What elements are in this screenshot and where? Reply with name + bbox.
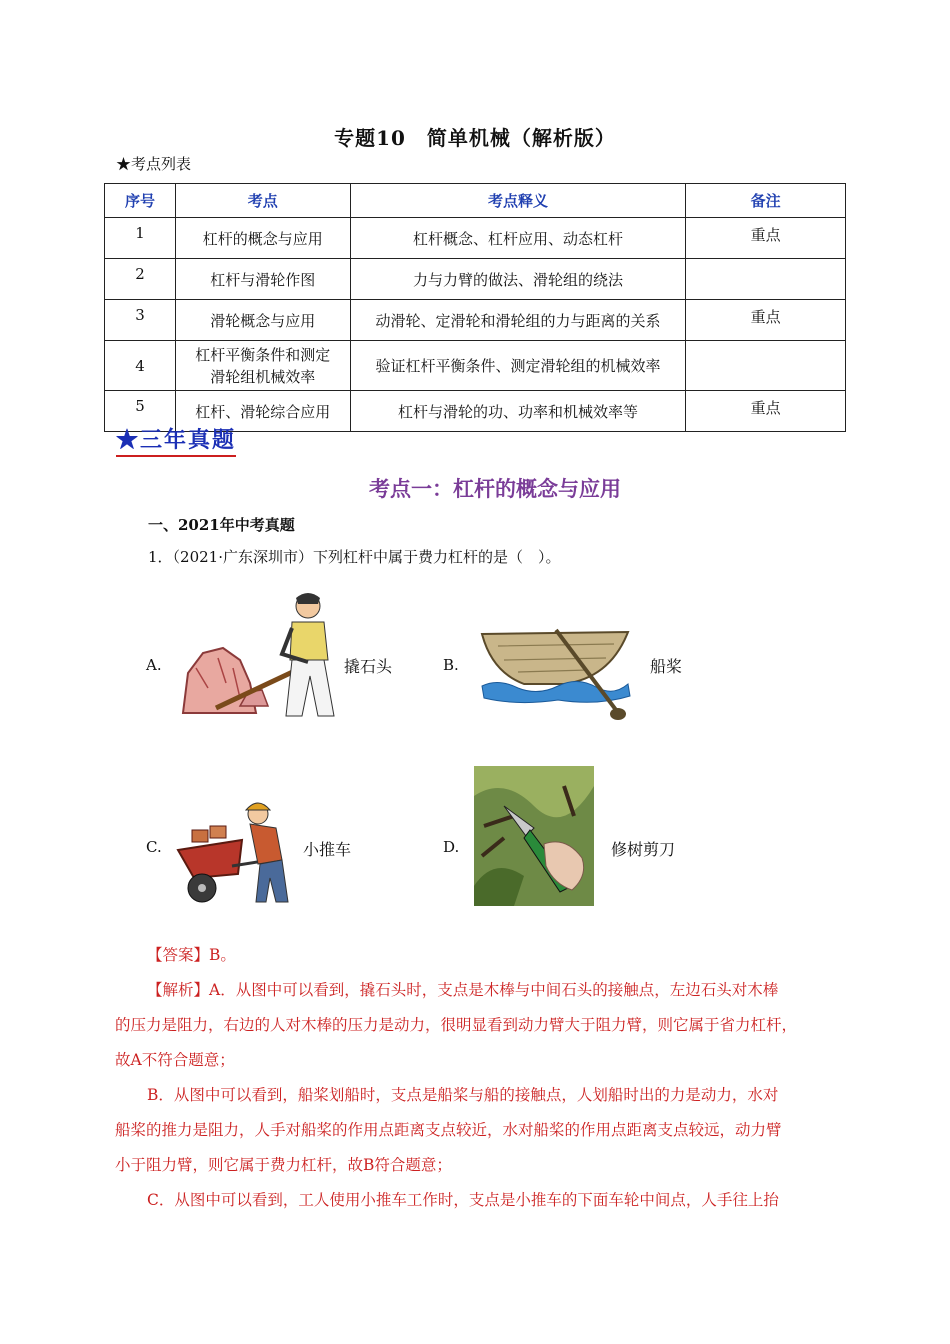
header-desc: 考点释义 bbox=[350, 184, 686, 218]
option-b-image bbox=[478, 626, 638, 724]
option-c-letter: C. bbox=[146, 838, 162, 856]
boat-hull bbox=[482, 632, 628, 684]
cart-tray bbox=[178, 840, 242, 878]
question-text: 1．（2021·广东深圳市）下列杠杆中属于费力杠杆的是（ ）。 bbox=[148, 548, 561, 566]
option-a-letter: A. bbox=[146, 656, 162, 674]
row-topic-line1: 杠杆平衡条件和测定 bbox=[195, 345, 331, 364]
table-row bbox=[105, 218, 846, 259]
worker-hair bbox=[296, 593, 320, 604]
option-d-image bbox=[474, 766, 594, 906]
option-c-image bbox=[172, 794, 298, 908]
row-no: 1 bbox=[105, 218, 176, 259]
option-a-caption: 撬石头 bbox=[344, 657, 393, 676]
kaodian-heading: 考点一：杠杆的概念与应用 bbox=[369, 476, 621, 501]
table-row bbox=[105, 259, 846, 300]
option-d-letter: D. bbox=[443, 838, 460, 856]
section-banner: ★三年真题 bbox=[116, 423, 236, 457]
row-note bbox=[686, 259, 846, 300]
row-no: 3 bbox=[105, 300, 176, 341]
row-topic: 杠杆、滑轮综合应用 bbox=[175, 391, 350, 432]
option-d-caption: 修树剪刀 bbox=[611, 840, 676, 859]
sub-heading: 一、2021年中考真题 bbox=[148, 516, 295, 534]
cart-hub bbox=[198, 884, 206, 892]
worker-pants bbox=[286, 660, 334, 716]
option-b-caption: 船桨 bbox=[650, 657, 683, 676]
row-no: 2 bbox=[105, 259, 176, 300]
table-header-row bbox=[105, 184, 846, 218]
list-heading: ★考点列表 bbox=[116, 155, 192, 173]
row-topic: 杠杆与滑轮作图 bbox=[175, 259, 350, 300]
answer-block bbox=[115, 938, 855, 1218]
table-row bbox=[105, 341, 846, 391]
row-topic bbox=[175, 341, 350, 391]
worker-shirt bbox=[250, 824, 282, 864]
header-no: 序号 bbox=[105, 184, 176, 218]
row-no: 5 bbox=[105, 391, 176, 432]
cart-brick bbox=[210, 826, 226, 838]
table-row bbox=[105, 300, 846, 341]
row-note: 重点 bbox=[686, 300, 846, 341]
topic-table bbox=[104, 183, 846, 432]
option-c-caption: 小推车 bbox=[303, 840, 352, 859]
row-note: 重点 bbox=[686, 391, 846, 432]
option-a-image bbox=[178, 588, 340, 722]
option-b-letter: B. bbox=[443, 656, 459, 674]
row-topic: 滑轮概念与应用 bbox=[175, 300, 350, 341]
worker-helmet bbox=[246, 803, 270, 810]
row-topic: 杠杆的概念与应用 bbox=[175, 218, 350, 259]
row-note bbox=[686, 341, 846, 391]
answer-line: 【答案】B。 bbox=[147, 946, 236, 964]
row-desc: 杠杆概念、杠杆应用、动态杠杆 bbox=[350, 218, 686, 259]
page-title: 专题10 简单机械（解析版） bbox=[334, 126, 616, 150]
row-note: 重点 bbox=[686, 218, 846, 259]
oar-blade bbox=[610, 708, 626, 720]
explanation-line: B．从图中可以看到，船桨划船时，支点是船桨与船的接触点，人划船时出的力是动力，水对 bbox=[147, 1086, 779, 1104]
row-desc: 验证杠杆平衡条件、测定滑轮组的机械效率 bbox=[350, 341, 686, 391]
explanation-line: C．从图中可以看到，工人使用小推车工作时，支点是小推车的下面车轮中间点，人手往上抬 bbox=[147, 1191, 779, 1209]
row-desc: 动滑轮、定滑轮和滑轮组的力与距离的关系 bbox=[350, 300, 686, 341]
row-no: 4 bbox=[105, 341, 176, 391]
worker-shirt bbox=[290, 622, 328, 660]
header-topic: 考点 bbox=[175, 184, 350, 218]
explanation-line: 的压力是阻力，右边的人对木棒的压力是动力，很明显看到动力臂大于阻力臂，则它属于省力杠杆， bbox=[115, 1016, 798, 1034]
cart-brick bbox=[192, 830, 208, 842]
row-desc: 杠杆与滑轮的功、功率和机械效率等 bbox=[350, 391, 686, 432]
row-topic-line2: 滑轮组机械效率 bbox=[210, 367, 316, 386]
explanation-line: 【解析】A．从图中可以看到，撬石头时，支点是木棒与中间石头的接触点，左边石头对木棒 bbox=[147, 981, 779, 999]
worker-pants bbox=[256, 860, 288, 902]
row-desc: 力与力臂的做法、滑轮组的绕法 bbox=[350, 259, 686, 300]
explanation-line: 小于阻力臂，则它属于费力杠杆，故B符合题意； bbox=[115, 1156, 452, 1174]
explanation-line: 船桨的推力是阻力，人手对船桨的作用点距离支点较近，水对船桨的作用点距离支点较远，动力臂 bbox=[115, 1121, 782, 1139]
header-note: 备注 bbox=[686, 184, 846, 218]
explanation-line: 故A不符合题意； bbox=[115, 1051, 235, 1069]
